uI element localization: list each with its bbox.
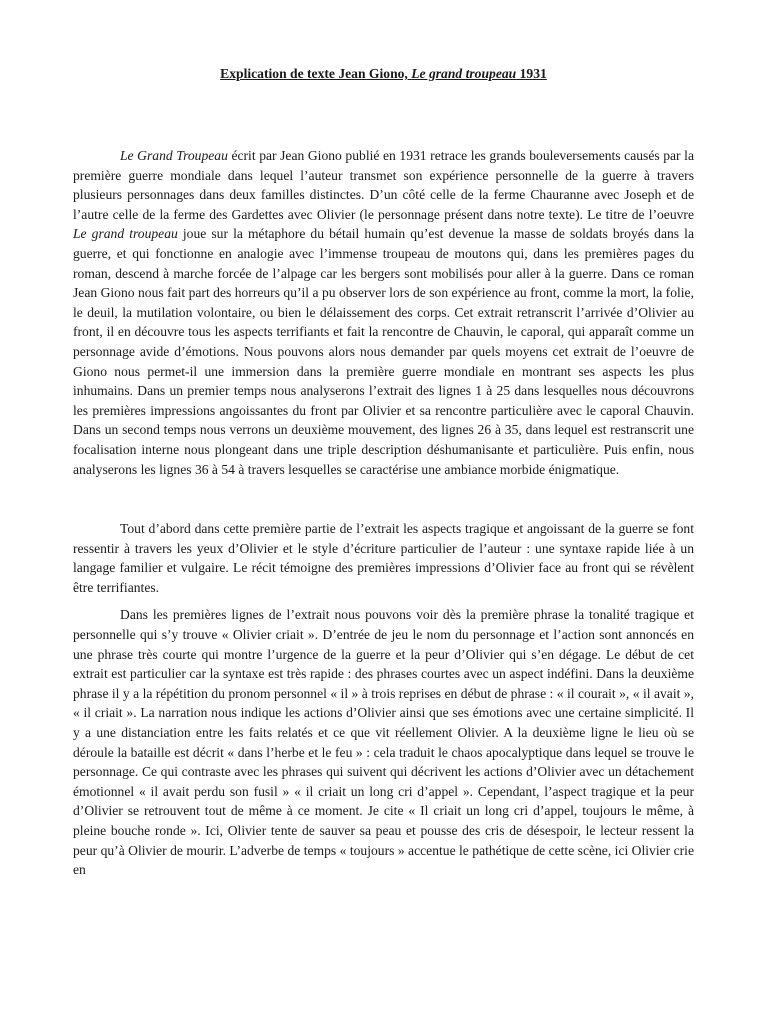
paragraph-text: Dans les premières lignes de l’extrait nous pouvons voir dès la première phrase la tonalité tragique et personnelle qui s’y trouve « Olivier criait ». D’entrée de jeu le nom du personnage et l’action sont annoncés en une phrase très courte qui montre l’urgence de la guerre et la peur d’Olivier qui s’en dégage. Le début de cet extrait est particulier car la syntaxe est très rapide : des phrases courtes avec un aspect indéfini. Dans la deuxième phrase il y a la répétition du pronom personnel « il » à trois reprises en début de phrase : « il courait », « il avait », « il criait ». La narration nous indique les actions d’Olivier ainsi que ses émotions avec une certaine simplicité. Il y a une distanciation entre les faits relatés et ce que vit réellement Olivier. A la deuxième ligne le lieu où se déroule la bataille est décrit « dans l’herbe et le feu » : cela traduit le chaos apocalyptique dans lequel se trouve le personnage. Ce qui contraste avec les phrases qui suivent qui décrivent les actions d’Olivier avec un détachement émotionnel « il avait perdu son fusil » « il criait un long cri d’appel ». Cependant, l’aspect tragique et la peur d’Olivier se retrouvent tout de même à ce moment. Je cite « Il criait un long cri d’appel, toujours le même, à pleine bouche ronde ». Ici, Olivier tente de sauver sa peau et pousse des cris de désespoir, le lecteur ressent la peur qu’à Olivier de mourir. L’adverbe de temps « toujours » accentue le pathétique de cette scène, ici Olivier crie en [73,607,694,878]
italic-work-title: Le grand troupeau [73,226,178,242]
paragraph-text: écrit par Jean Giono publié en 1931 retrace les grands bouleversements causés par la première guerre mondiale dans lequel l’auteur transmet son expérience personnelle de la guerre à travers plusieurs personnages dans deux familles distinctes. D’un côté celle de la ferme Chauranne avec Joseph et de l’autre celle de la ferme des Gardettes avec Olivier (le personnage présent dans notre texte). Le titre de l’oeuvre [73,148,694,222]
paragraph-introduction [73,146,694,479]
paragraph-part1-intro [73,519,694,597]
paragraph-text: Tout d’abord dans cette première partie de l’extrait les aspects tragique et angoissant de la guerre se font ressentir à travers les yeux d’Olivier et le style d’écriture particulier de l’auteur : une syntaxe rapide liée à un langage familier et vulgaire. Le récit témoigne des premières impressions d’Olivier face au front qui se révèlent être terrifiantes. [73,521,694,595]
italic-work-title: Le Grand Troupeau [120,148,228,163]
title-work: Le grand troupeau [411,66,517,81]
document-title [73,64,694,84]
document-body [73,64,694,880]
paragraph-part1-body [73,605,694,879]
paragraph-text: joue sur la métaphore du bétail humain qu’est devenue la masse de soldats broyés dans la guerre, et qui fonctionne en analogie avec l’immense troupeau de moutons qui, dans les premières pages du roman, descend à marche forcée de l’alpage car les bergers sont mobilisés pour aller à la guerre. Dans ce roman Jean Giono nous fait part des horreurs qu’il a pu observer lors de son expérience au front, comme la mort, la folie, le deuil, la mutilation volontaire, ou bien le délaissement des corps. Cet extrait retranscrit l’arrivée d’Olivier au front, il en découvre tous les aspects terrifiants et fait la rencontre de Chauvin, le caporal, qui apparaît comme un personnage avide d’émotions. Nous pouvons alors nous demander par quels moyens cet extrait de l’oeuvre de Giono nous permet-il une immersion dans la première guerre mondiale en montrant ses aspects les plus inhumains. Dans un premier temps nous analyserons l’extrait des lignes 1 à 25 dans lesquelles nous découvrons les premières impressions angoissantes du front par Olivier et sa rencontre particulière avec le caporal Chauvin. Dans un second temps nous verrons un deuxième mouvement, des lignes 26 à 35, dans lequel est restranscrit une focalisation interne nous plongeant dans une triple description déshumanisante et particulière. Puis enfin, nous analyserons les lignes 36 à 54 à travers lesquelles se caractérise une ambiance morbide énigmatique. [73,226,694,477]
title-suffix: 1931 [516,66,547,81]
title-prefix: Explication de texte Jean Giono, [220,66,412,81]
